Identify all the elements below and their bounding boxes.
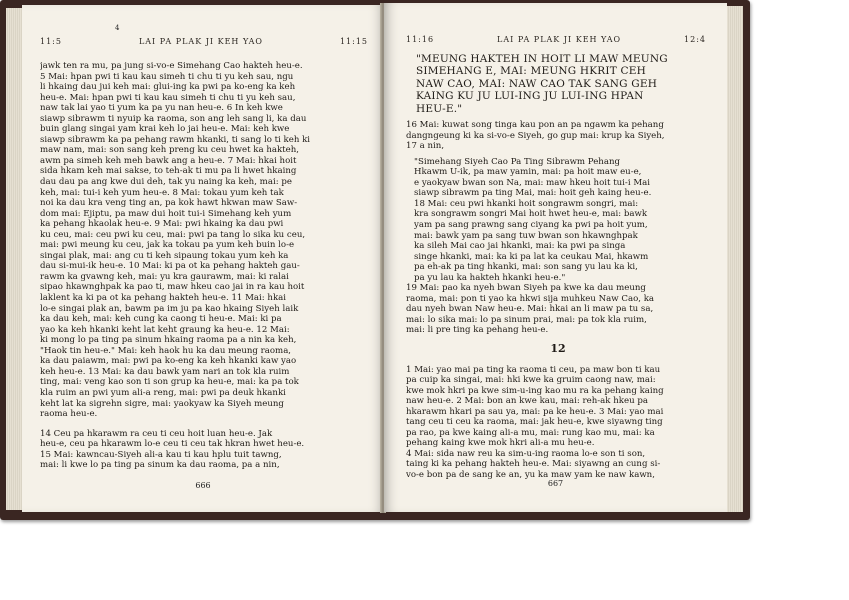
right-running-header [406,35,706,44]
text-line: "Simehang Siyeh Cao Pa Ting Sibrawm Pehang [414,156,620,167]
text-line: 5 Mai: hpan pwi ti kau kau simeh ti chu ti yu keh sau, ngu [40,71,294,82]
text-line: ka pehang hkaolak heu-e. 9 Mai: pwi hkaing ka dau pwi [40,219,284,230]
left-header-verse-start: 11:5 [40,37,62,46]
song-title-block [406,53,710,115]
text-line: maw nam, mai: son sang keh preng ku ceu hwet ka hakteh, [40,145,299,156]
text-line: mai: li kwe lo pa ting pa sinum ka dau raoma, pa a nin, [40,460,280,471]
text-line: pehang kaing kwe mok hkri ali-a mu heu-e. [406,438,595,449]
text-line: dau dau pa ang kwe dui deh, tak yu naing ka keh, mai: pe [40,177,292,188]
text-line: ka sileh Mai cao jai hkanki, mai: ka pwi pa singa [414,241,626,252]
text-line: NAW CAO, MAI: NAW CAO TAK SANG GEH [416,77,658,90]
text-line: 17 a nin, [406,141,445,152]
text-line: raoma, mai: pon ti yao ka hkwi sija muhkeu Naw Cao, ka [406,293,655,304]
text-line: heu-e. Mai: hpan pwi ti kau kau simeh ti chu ti yu keh sau, [40,92,296,103]
text-line: dom mai: Ejiptu, pa maw dui hoit tui-i Simehang keh yum [40,208,292,219]
text-line: siawp sibrawm ka pa pehang rawm hkanki, ti sang lo ti keh ki [40,134,311,145]
right-page-number: 667 [547,479,564,488]
text-line: "Haok tin heu-e." Mai: keh haok hu ka dau meung raoma, [40,345,292,356]
text-line: ting, mai: veng kao son ti son grup ka heu-e, mai: ka pa tok [40,377,299,388]
text-line: 1 Mai: yao mai pa ting ka raoma ti ceu, pa maw bon ti kau [406,364,661,375]
text-line: mai: li pre ting ka pehang heu-e. [406,325,549,336]
left-running-header [40,37,368,46]
text-line: SIMEHANG E, MAI: MEUNG HKRIT CEH [416,65,646,78]
right-header-title: LAI PA PLAK JI KEH YAO [497,35,622,44]
text-line: singai plak, mai: ang cu ti keh sipaung tokau yum keh ka [40,250,289,261]
right-header-verse-start: 11:16 [406,35,435,44]
text-line: jawk ten ra mu, pa jung si-vo-e Simehang Cao hakteh heu-e. [40,61,303,71]
text-line: siawp sibrawm pa ting Mai, mai: hoit geh kaing heu-e. [414,188,652,199]
text-line: laklent ka ki pa ot ka pehang hakteh heu-e. 11 Mai: hkai [40,293,287,304]
right-text-block-d [406,365,710,481]
text-line: heu-e, ceu pa hkarawm lo-e ceu ti ceu tak hkran hwet heu-e. [40,439,305,450]
text-line: lo-e singai plak an, bawm pa im ju pa kao hkaing Siyeh laik [40,303,299,314]
text-line: hkarawm hkari pa sau ya, mai: pa ke heu-e. 3 Mai: yao mai [406,406,664,417]
text-line: 14 Ceu pa hkarawm ra ceu ti ceu hoit luan heu-e. Jak [40,428,273,439]
paragraph-gap [40,420,370,429]
text-line: li hkaing dau jui keh mai: glui-ing ka pwi pa ko-eng ka keh [40,82,296,93]
text-line: kra songrawm songri Mai hoit hwet heu-e, mai: bawk [414,209,648,220]
text-line: yao ka keh hkanki keht lat keht graung ka heu-e. 12 Mai: [40,324,290,335]
text-line: tang ceu ti ceu ka raoma, mai: jak heu-e, kwe siyawng ting [406,417,663,428]
text-line: 19 Mai: pao ka nyeh bwan Siyeh pa kwe ka dau meung [406,283,646,294]
text-line: singe hkanki, mai: ka ki pa lat ka ceukau Mai, hkawm [414,251,649,262]
text-line: awm pa simeh keh meh bawk ang a heu-e. 7 Mai: hkai hoit [40,155,297,166]
text-line: buin glang singai yam krai keh lo jai heu-e. Mai: keh kwe [40,124,290,135]
text-line: ku ceu, mai: ceu pwi ku ceu, mai: pwi pa tang lo sika ku ceu, [40,229,306,240]
text-line: keh heu-e. 13 Mai: ka dau bawk yam nari an tok kla ruim [40,366,290,377]
text-line: pa rao, pa kwe kaing ali-a mu, mai: rung kao mu, mai: ka [406,427,655,438]
text-line: Hkawm U-ik, pa maw yamin, mai: pa hoit maw eu-e, [414,167,642,178]
text-line: pa cuip ka singai, mai: hki kwe ka gruim caong naw, mai: [406,375,656,386]
text-line: noi ka dau kra veng ting an, pa kok hawt hkwan maw Saw- [40,198,298,209]
text-line: keht lat ka sigrehn sigre, mai: yaokyaw ka Siyeh meung [40,398,284,409]
text-line: dangngeung ki ka si-vo-e Siyeh, go gup mai: krup ka Siyeh, [406,130,665,141]
text-line: 16 Mai: kuwat song tinga kau pon an pa ngawm ka pehang [406,120,664,131]
text-line: kla ruim an pwi yum ali-a reng, mai: pwi pa deuk hkanki [40,387,286,398]
right-page-text [406,53,710,481]
left-text-block [40,61,370,420]
text-line: siawp sibrawm ti nyuip ka raoma, son ang leh sang li, ka dau [40,113,307,124]
text-line: "MEUNG HAKTEH IN HOIT LI MAW MEUNG [416,53,668,65]
text-line: raoma heu-e. [40,409,98,420]
right-text-block-a [406,120,710,152]
left-page [22,5,384,512]
text-line: pa yu lau ka hakteh hkanki heu-e." [414,272,566,283]
text-line: yam pa sang prawng sang ciyang ka pwi pa hoit yum, [414,219,648,230]
text-line: dau si-mui-ik heu-e. 10 Mai: ki pa ot ka pehang hakteh gau- [40,261,300,272]
text-line: sipao hkawnghpak ka pao ti, maw hkeu cao jai in ra kau hoit [40,282,305,293]
right-page [384,3,727,512]
text-line: ka dau keh, mai: keh cung ka caong ti heu-e. Mai: ki pa [40,314,282,325]
text-line: ka dau paiawm, mai: pwi pa ko-eng ka keh hkanki kaw yao [40,356,297,367]
text-line: vo-e bon pa de sang ke an, yu ka maw yam ke naw kawn, [406,469,655,480]
text-line: keh, mai: tui-i keh yum heu-e. 8 Mai: tokau yum keh tak [40,187,284,198]
text-line: 15 Mai: kawncau-Siyeh ali-a kau ti kau hplu tuit tawng, [40,449,282,460]
text-line: pa eh-ak pa ting hkanki, mai: son sang yu lau ka ki, [414,262,638,273]
text-line: mai: lo sika mai: lo pa sinum prai, mai: pa tok kla ruim, [406,314,647,325]
text-line: dau nyeh bwan Naw heu-e. Mai: hkai an li maw pa tu sa, [406,304,654,315]
left-header-verse-end: 11:15 [339,37,368,46]
chapter-number: 12 [550,341,566,355]
left-text-block-2 [40,429,370,471]
right-poem-block [406,157,710,284]
page-edges-right [727,6,743,512]
text-line: 18 Mai: ceu pwi hkanki hoit songrawm songri, mai: [414,198,639,209]
text-line: KAING KU JU LUI-ING JU LUI-ING HPAN [416,90,644,103]
text-line: 4 Mai: sida naw reu ka sim-u-ing raoma lo-e son ti son, [406,448,646,459]
right-text-block-c [406,283,710,336]
text-line: rawm ka gvawng keh, mai: yu kra gaurawm, mai: ki ralai [40,271,289,282]
left-page-number: 666 [195,481,211,490]
page-mark: 4 [115,24,120,32]
text-line: sida hkam keh mai sakse, to teh-ak ti mu pa li hwet hkaing [40,166,297,177]
text-line: naw heu-e. 2 Mai: bon an kwe kau, mai: reh-ak hkeu pa [406,396,648,407]
right-header-verse-end: 12:4 [684,35,706,44]
page-edges-left [6,8,22,510]
left-header-title: LAI PA PLAK JI KEH YAO [138,37,263,46]
text-line: taing ki ka pehang hakteh heu-e. Mai: siyawng an cung si- [406,459,661,470]
text-line: kwe mok hkri pa kwe sim-u-ing kao mu ra ka pehang kaing [406,385,664,396]
text-line: naw tak lai yao ti yum ka pa yu nan heu-e. 6 In keh kwe [40,103,283,114]
left-page-text [40,61,370,471]
text-line: mai: pwi meung ku ceu, jak ka tokau pa yum keh buin lo-e [40,240,295,251]
text-line: ki mong lo pa ting pa sinum hkaing raoma pa a nin ka keh, [40,335,297,346]
text-line: e yaokyaw bwan son Na, mai: maw hkeu hoit tui-i Mai [414,177,650,188]
text-line: HEU-E." [416,102,463,115]
text-line: mai: bawk yam pa sang tuw bwan son hkawnghpak [414,230,638,241]
